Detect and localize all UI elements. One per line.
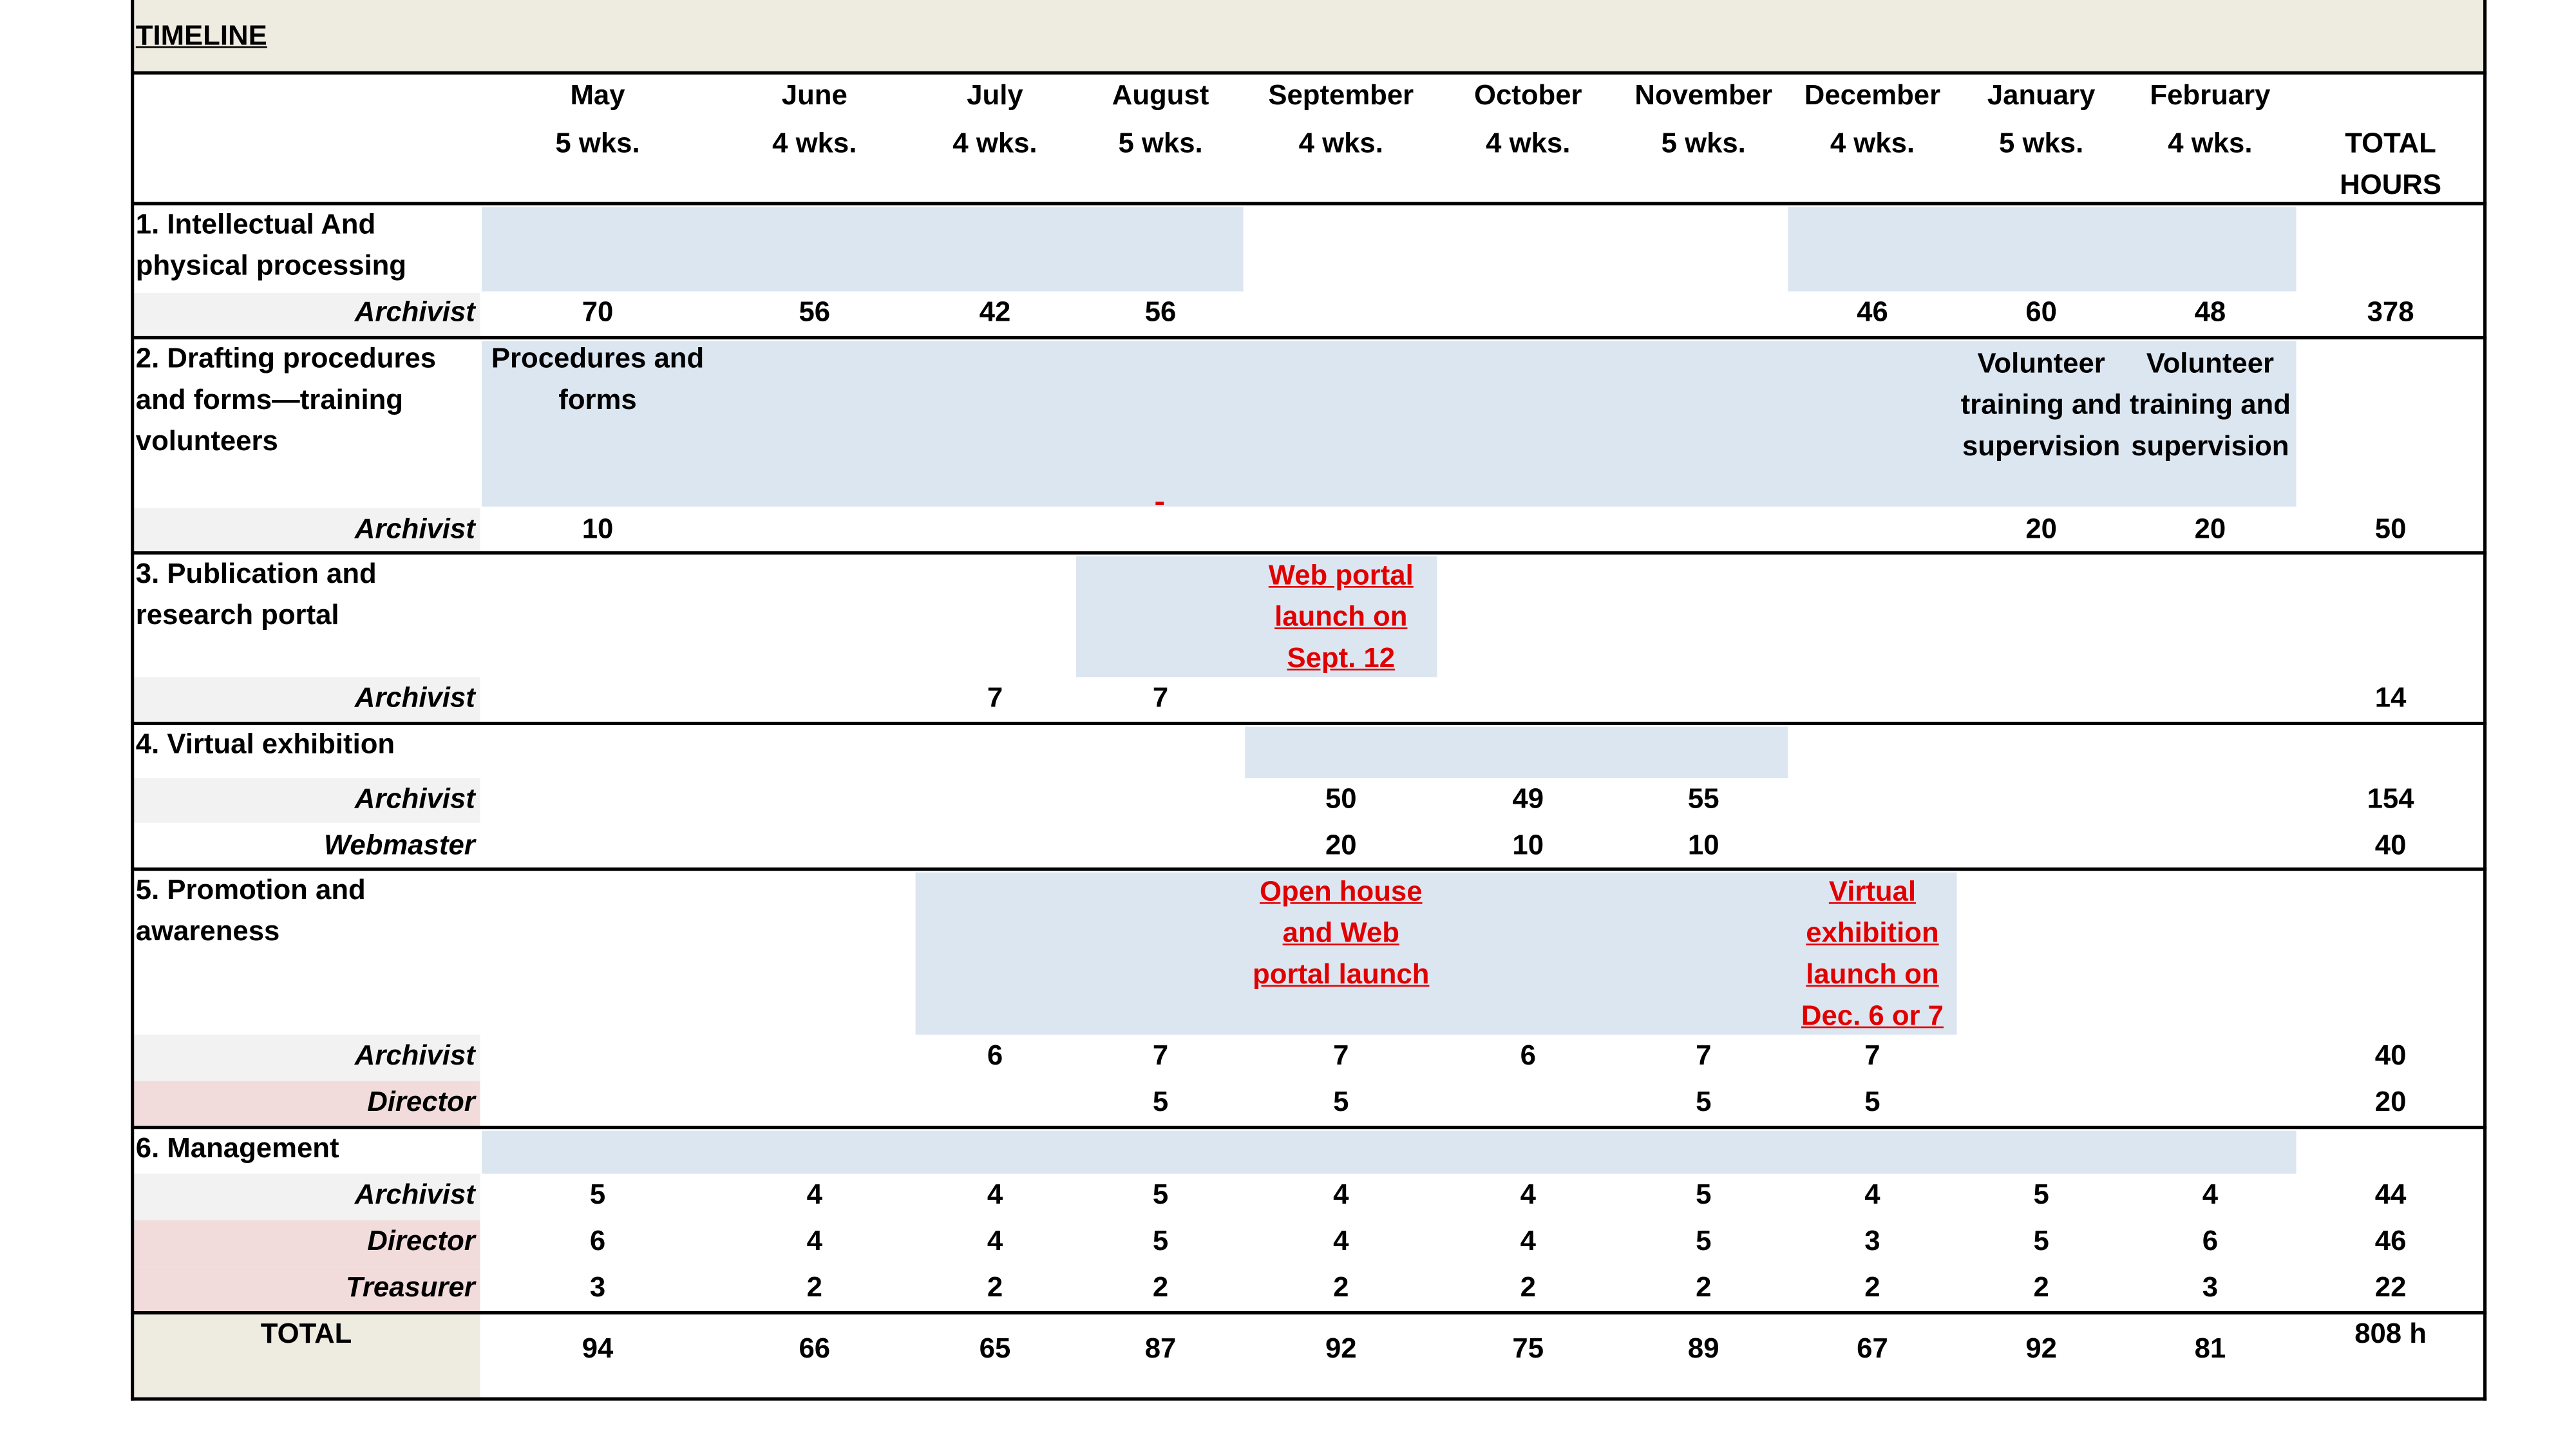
milestone-open-house: Open house and Web portal launch (1253, 875, 1430, 990)
hours-cell: 3 (2202, 1271, 2219, 1303)
month-weeks: 4 wks. (1486, 127, 1571, 159)
role-label: Archivist (354, 1179, 475, 1211)
total-cell: 89 (1687, 1332, 1719, 1365)
hours-cell: 7 (1696, 1039, 1712, 1072)
hours-cell: 4 (806, 1179, 822, 1211)
month-header: January (1987, 79, 2096, 111)
hours-cell: 4 (1864, 1179, 1880, 1211)
hours-cell: 42 (979, 296, 1011, 328)
hours-cell: 7 (1152, 1039, 1169, 1072)
role-label: Archivist (354, 513, 475, 545)
hours-cell: 6 (1520, 1039, 1536, 1072)
role-label: Archivist (354, 782, 475, 815)
hours-cell: 2 (1520, 1271, 1536, 1303)
hours-cell: 20 (2025, 513, 2057, 545)
hours-cell: 4 (1520, 1225, 1536, 1257)
hours-cell: 5 (1152, 1086, 1169, 1118)
month-header: February (2150, 79, 2271, 111)
hours-cell: 2 (987, 1271, 1003, 1303)
hours-cell: 4 (1333, 1179, 1349, 1211)
note-january: Volunteer training and supervision (1960, 347, 2122, 462)
hours-cell: 3 (589, 1271, 606, 1303)
month-weeks: 5 wks. (555, 127, 640, 159)
month-weeks: 4 wks. (1830, 127, 1915, 159)
row-total: 40 (2374, 1039, 2407, 1072)
hours-cell: 5 (2033, 1179, 2049, 1211)
hours-cell: 3 (1864, 1225, 1880, 1257)
hours-cell: 7 (1864, 1039, 1880, 1072)
milestone-virtual-exhibition: Virtual exhibition launch on Dec. 6 or 7 (1801, 875, 1944, 1032)
total-cell: 81 (2194, 1332, 2226, 1365)
month-header: August (1112, 79, 1209, 111)
row-total: 40 (2374, 829, 2407, 861)
hours-cell: 49 (1512, 782, 1544, 815)
row-total: 14 (2374, 682, 2407, 714)
hours-cell: 46 (1857, 296, 1888, 328)
hours-cell: 2 (1333, 1271, 1349, 1303)
role-label: Archivist (354, 682, 475, 714)
hours-cell: 70 (582, 296, 614, 328)
hours-cell: 7 (987, 682, 1003, 714)
red-dash-mark (1155, 502, 1164, 505)
row-divider (131, 202, 2486, 205)
hours-cell: 4 (1520, 1179, 1536, 1211)
section-title: 2. Drafting procedures and forms—training volunteers (135, 343, 437, 457)
hours-cell: 20 (1325, 829, 1357, 861)
month-header: July (967, 79, 1023, 111)
month-header: October (1473, 79, 1582, 111)
hours-cell: 2 (806, 1271, 822, 1303)
month-weeks: 5 wks. (1661, 127, 1746, 159)
hours-cell: 55 (1687, 782, 1719, 815)
hours-cell: 5 (1152, 1225, 1169, 1257)
timeline-title: TIMELINE (135, 19, 267, 52)
total-cell: 92 (2025, 1332, 2057, 1365)
hours-cell: 5 (589, 1179, 606, 1211)
hours-cell: 5 (1696, 1179, 1712, 1211)
hours-cell: 4 (806, 1225, 822, 1257)
hours-cell: 4 (1333, 1225, 1349, 1257)
hours-cell: 10 (1687, 829, 1719, 861)
total-cell: 67 (1857, 1332, 1888, 1365)
row-total: 378 (2367, 296, 2414, 328)
row-total: 50 (2374, 513, 2407, 545)
row-total: 154 (2367, 782, 2414, 815)
grand-total: 808 h (2354, 1318, 2427, 1350)
hours-cell: 56 (799, 296, 831, 328)
role-label: Director (367, 1225, 475, 1257)
hours-cell: 7 (1333, 1039, 1349, 1072)
hours-cell: 5 (1696, 1086, 1712, 1118)
note-february: Volunteer training and supervision (2129, 347, 2291, 462)
total-label: TOTAL (260, 1318, 352, 1350)
hours-cell: 10 (582, 513, 614, 545)
row-divider (131, 722, 2486, 725)
month-header: December (1804, 79, 1941, 111)
total-cell: 75 (1512, 1332, 1544, 1365)
hours-cell: 6 (987, 1039, 1003, 1072)
role-label: Archivist (354, 1039, 475, 1072)
hours-cell: 4 (2202, 1179, 2219, 1211)
row-total: 22 (2374, 1271, 2407, 1303)
total-header: HOURS (2340, 169, 2442, 201)
hours-cell: 5 (1333, 1086, 1349, 1118)
total-header: TOTAL (2345, 127, 2436, 159)
hours-cell: 2 (1696, 1271, 1712, 1303)
role-label: Archivist (354, 296, 475, 328)
month-weeks: 4 wks. (1298, 127, 1383, 159)
month-weeks: 4 wks. (772, 127, 857, 159)
note-procedures: Procedures and forms (491, 343, 705, 416)
hours-cell: 4 (987, 1179, 1003, 1211)
month-weeks: 5 wks. (1999, 127, 2084, 159)
month-weeks: 4 wks. (952, 127, 1037, 159)
row-total: 46 (2374, 1225, 2407, 1257)
row-total: 20 (2374, 1086, 2407, 1118)
hours-cell: 60 (2025, 296, 2057, 328)
hours-cell: 2 (1152, 1271, 1169, 1303)
section-title: 1. Intellectual And physical processing (135, 208, 406, 282)
month-header: September (1268, 79, 1414, 111)
role-label: Treasurer (345, 1271, 475, 1303)
hours-cell: 6 (589, 1225, 606, 1257)
hours-cell: 2 (1864, 1271, 1880, 1303)
month-weeks: 4 wks. (2168, 127, 2253, 159)
section-title: 4. Virtual exhibition (135, 728, 395, 760)
hours-cell: 5 (2033, 1225, 2049, 1257)
table-frame (131, 0, 2486, 1401)
section-title: 6. Management (135, 1132, 339, 1164)
hours-cell: 5 (1696, 1225, 1712, 1257)
milestone-web-portal: Web portal launch on Sept. 12 (1268, 559, 1414, 674)
role-label: Director (367, 1086, 475, 1118)
total-cell: 66 (799, 1332, 831, 1365)
section-title: 5. Promotion and awareness (135, 874, 366, 947)
hours-cell: 50 (1325, 782, 1357, 815)
total-cell: 65 (979, 1332, 1011, 1365)
hours-cell: 2 (2033, 1271, 2049, 1303)
month-header: November (1634, 79, 1773, 111)
row-divider (131, 1126, 2486, 1129)
row-divider (131, 1311, 2486, 1314)
role-label: Webmaster (323, 829, 475, 861)
total-cell: 87 (1144, 1332, 1177, 1365)
hours-cell: 48 (2194, 296, 2226, 328)
hours-cell: 4 (987, 1225, 1003, 1257)
month-header: May (570, 79, 625, 111)
hours-cell: 5 (1152, 1179, 1169, 1211)
hours-cell: 7 (1152, 682, 1169, 714)
total-cell: 92 (1325, 1332, 1357, 1365)
hours-cell: 5 (1864, 1086, 1880, 1118)
total-cell: 94 (582, 1332, 614, 1365)
section-title: 3. Publication and research portal (135, 558, 377, 631)
row-total: 44 (2374, 1179, 2407, 1211)
hours-cell: 56 (1144, 296, 1177, 328)
month-weeks: 5 wks. (1118, 127, 1203, 159)
hours-cell: 20 (2194, 513, 2226, 545)
hours-cell: 10 (1512, 829, 1544, 861)
month-header: June (781, 79, 848, 111)
hours-cell: 6 (2202, 1225, 2219, 1257)
